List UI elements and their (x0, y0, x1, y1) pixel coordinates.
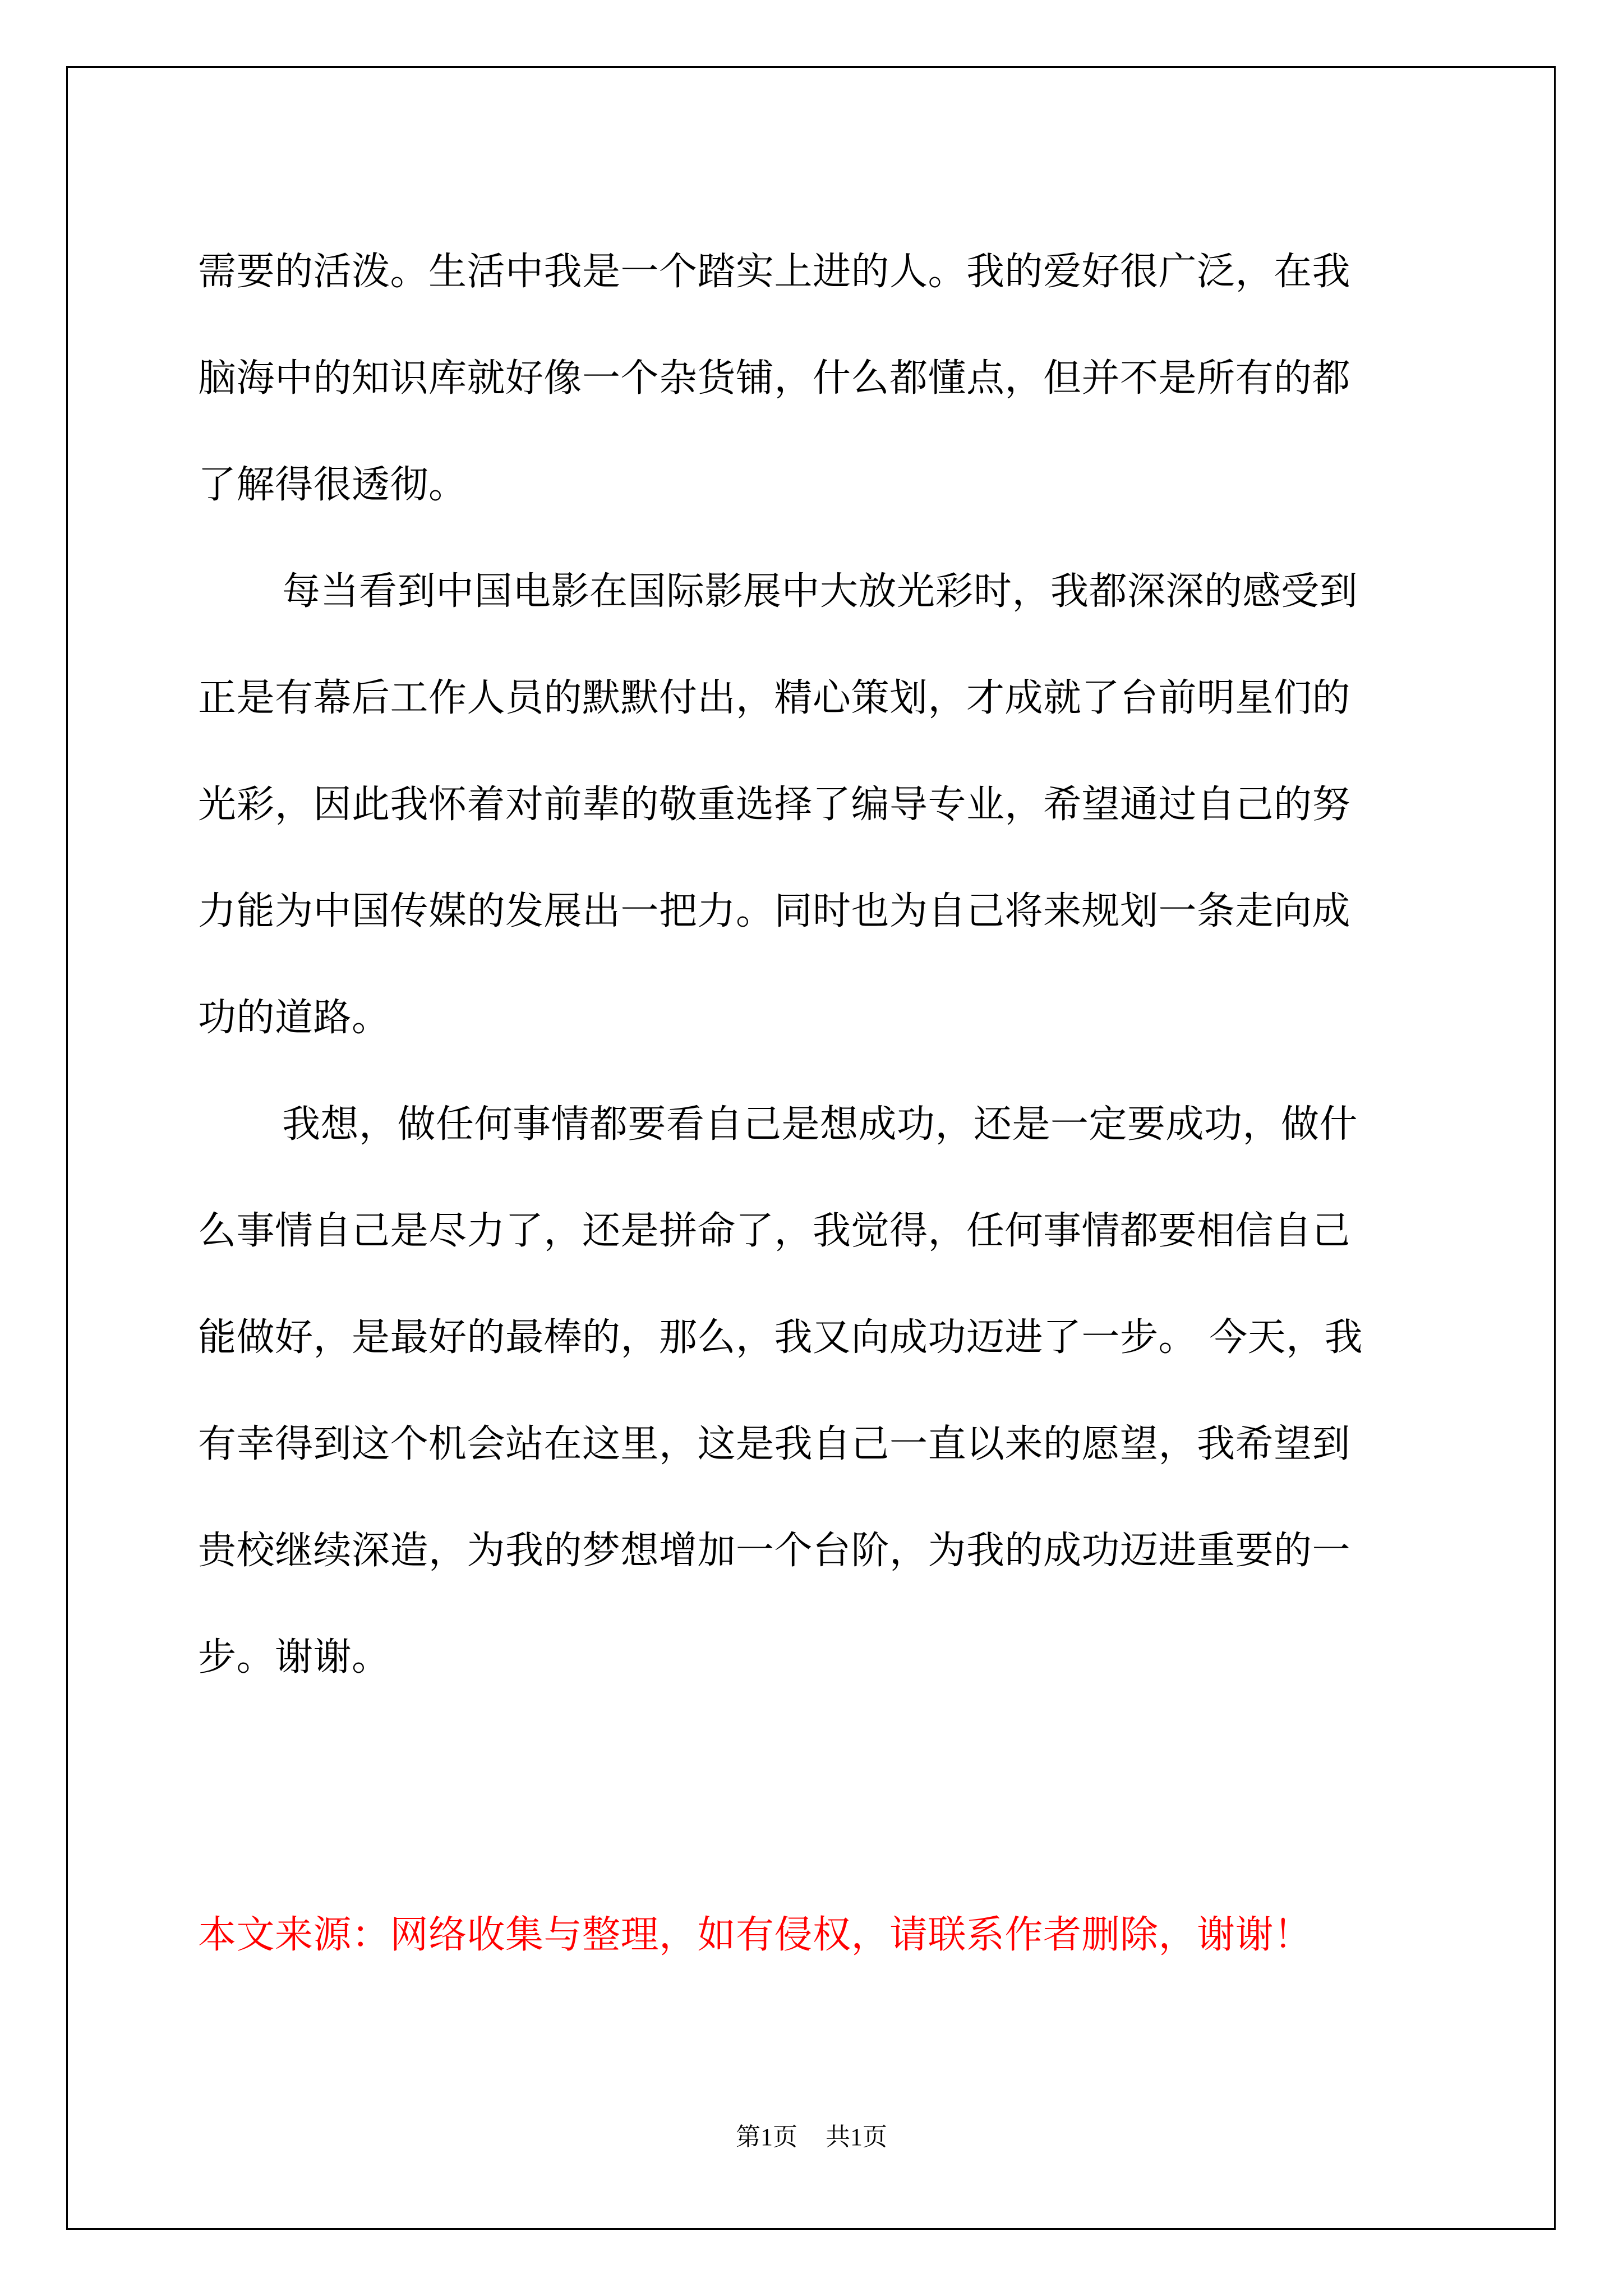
text-line: 有幸得到这个机会站在这里，这是我自己一直以来的愿望，我希望到 (198, 1422, 1351, 1466)
paragraph-first-line: 每当看到中国电影在国际影展中大放光彩时，我都深深的感受到 (282, 569, 1358, 614)
page-total: 共1页 (826, 2123, 887, 2151)
text-line: 力能为中国传媒的发展出一把力。同时也为自己将来规划一条走向成 (198, 889, 1351, 933)
page-footer (0, 2120, 1623, 2154)
paragraph-first-line: 我想，做任何事情都要看自己是想成功，还是一定要成功，做什 (282, 1102, 1358, 1147)
text-line: 正是有幕后工作人员的默默付出，精心策划，才成就了台前明星们的 (198, 676, 1351, 720)
text-line: 步。谢谢。 (198, 1635, 390, 1680)
copyright-notice: 本文来源：网络收集与整理，如有侵权，请联系作者删除，谢谢！ (198, 1913, 1312, 1957)
text-line: 贵校继续深造，为我的梦想增加一个台阶，为我的成功迈进重要的一 (198, 1529, 1351, 1573)
text-line: 需要的活泼。生活中我是一个踏实上进的人。我的爱好很广泛，在我 (198, 250, 1351, 294)
text-line: 么事情自己是尽力了，还是拼命了，我觉得，任何事情都要相信自己 (198, 1209, 1351, 1253)
text-line: 了解得很透彻。 (198, 463, 467, 507)
text-line: 光彩，因此我怀着对前辈的敬重选择了编导专业，希望通过自己的努 (198, 783, 1351, 827)
document-body (198, 219, 1426, 1711)
text-line: 功的道路。 (198, 996, 390, 1040)
page-number: 第1页 (736, 2123, 797, 2151)
text-line: 脑海中的知识库就好像一个杂货铺，什么都懂点，但并不是所有的都 (198, 356, 1351, 401)
text-line: 能做好，是最好的最棒的，那么，我又向成功迈进了一步。 今天，我 (198, 1315, 1363, 1360)
